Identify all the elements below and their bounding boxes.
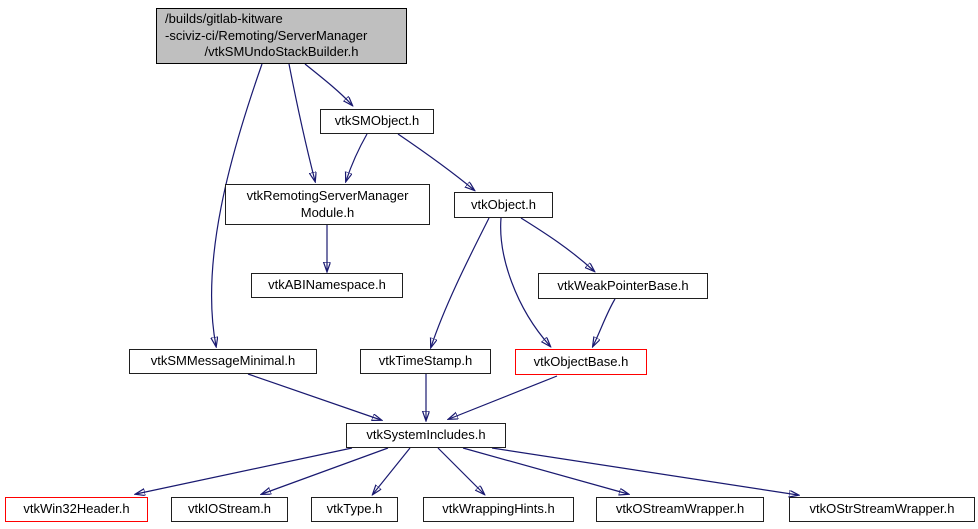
node-vtkabinamespace-h[interactable]: vtkABINamespace.h <box>251 273 403 298</box>
edge-vtkobjectbase-to-vtksystemincludes <box>449 376 557 419</box>
edge-vtksmobject-to-vtkobject <box>398 134 474 190</box>
node-vtksystemincludes-h[interactable]: vtkSystemIncludes.h <box>346 423 506 448</box>
edge-vtkweakpointerbase-to-vtkobjectbase <box>593 299 615 346</box>
edge-root-to-vtksmobject <box>305 64 352 105</box>
node-vtkwin32header-h[interactable]: vtkWin32Header.h <box>5 497 148 522</box>
node-vtksmobject-h[interactable]: vtkSMObject.h <box>320 109 434 134</box>
node-vtkiostream-h[interactable]: vtkIOStream.h <box>171 497 288 522</box>
node-vtkobjectbase-h[interactable]: vtkObjectBase.h <box>515 349 647 375</box>
edge-vtksystemincludes-to-vtkostrstreamwrapper <box>492 448 798 495</box>
node-vtktimestamp-h[interactable]: vtkTimeStamp.h <box>360 349 491 374</box>
node-vtkremotingservermanagermodule-h[interactable] <box>225 184 430 225</box>
edge-vtksystemincludes-to-vtkwin32header <box>136 448 352 494</box>
edge-vtksmmessageminimal-to-vtksystemincludes <box>248 374 381 420</box>
node-vtkwrappinghints-h[interactable]: vtkWrappingHints.h <box>423 497 574 522</box>
root-label-line2: -sciviz-ci/Remoting/ServerManager <box>165 27 368 43</box>
module-label-line1: vtkRemotingServerManager <box>246 187 409 203</box>
node-vtkostreamwrapper-h[interactable]: vtkOStreamWrapper.h <box>596 497 764 522</box>
node-vtkostrstreamwrapper-h[interactable]: vtkOStrStreamWrapper.h <box>789 497 975 522</box>
node-vtktype-h[interactable]: vtkType.h <box>311 497 398 522</box>
edge-vtksystemincludes-to-vtkostreamwrapper <box>463 448 628 494</box>
edge-vtksystemincludes-to-vtktype <box>373 448 410 494</box>
edge-vtksystemincludes-to-vtkwrappinghints <box>438 448 484 494</box>
root-label-line3: /vtkSMUndoStackBuilder.h <box>204 44 359 60</box>
edge-vtkobject-to-vtkweakpointerbase <box>521 218 594 271</box>
module-label-line2: Module.h <box>300 204 355 220</box>
edge-vtksystemincludes-to-vtkiostream <box>262 448 388 494</box>
edge-vtksmobject-to-module <box>346 134 367 181</box>
edge-vtkobject-to-vtktimestamp <box>431 218 489 347</box>
node-vtkobject-h[interactable]: vtkObject.h <box>454 192 553 218</box>
node-vtksmmessageminimal-h[interactable]: vtkSMMessageMinimal.h <box>129 349 317 374</box>
node-vtkweakpointerbase-h[interactable]: vtkWeakPointerBase.h <box>538 273 708 299</box>
root-label-line1: /builds/gitlab-kitware <box>165 11 283 27</box>
edge-root-to-module <box>289 64 315 181</box>
node-vtksmundostackbuilder-h[interactable] <box>156 8 407 64</box>
